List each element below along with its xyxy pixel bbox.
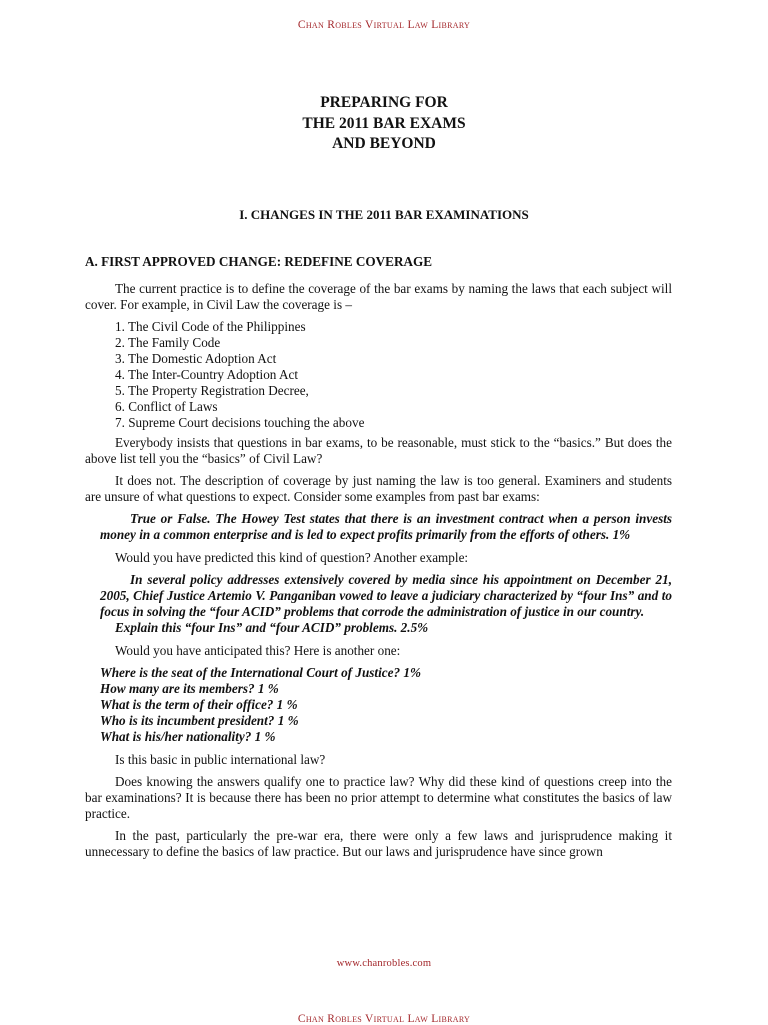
paragraph-3: It does not. The description of coverage by just naming the law is too general. Examiners and students are unsure of what questions to expect. Consider some examples from past bar exams:: [85, 473, 672, 504]
footer-url-link[interactable]: www.chanrobles.com: [336, 958, 432, 969]
paragraph-7: Does knowing the answers qualify one to practice law? Why did these kind of questions creep into the bar examinations? It is because there has been no prior attempt to determine what constitutes the basics of law practice.: [85, 774, 672, 821]
paragraph-4: Would you have predicted this kind of question? Another example:: [115, 550, 469, 565]
exam-question-1-text: True or False. The Howey Test states that there is an investment contract when a person invests money in a common enterprise and is led to expect profits primarily from the efforts of others. 1%: [100, 511, 672, 542]
list-item: 2. The Family Code: [115, 335, 221, 350]
paragraph-8: In the past, particularly the pre-war era, there were only a few laws and jurisprudence making it unnecessary to define the basics of law practice. But our laws and jurisprudence have since grown: [85, 828, 672, 859]
exam-question-1: [100, 511, 672, 543]
list-item: 4. The Inter-Country Adoption Act: [115, 367, 298, 382]
header-library-name: Chan Robles Virtual Law Library: [297, 19, 471, 31]
list-item: How many are its members? 1 %: [100, 681, 279, 696]
coverage-list: [85, 319, 672, 431]
list-item: What is the term of their office? 1 %: [100, 697, 298, 712]
list-item: 6. Conflict of Laws: [115, 399, 218, 414]
list-item: 1. The Civil Code of the Philippines: [115, 319, 306, 334]
list-item: Where is the seat of the International Court of Justice? 1%: [100, 665, 421, 680]
document-title: [0, 93, 768, 155]
list-item: 7. Supreme Court decisions touching the above: [115, 415, 365, 430]
list-item: Who is its incumbent president? 1 %: [100, 713, 299, 728]
paragraph-1: The current practice is to define the coverage of the bar exams by naming the laws that each subject will cover. For example, in Civil Law the coverage is –: [85, 281, 672, 312]
exam-question-3-list: [100, 665, 672, 745]
paragraph-2: Everybody insists that questions in bar exams, to be reasonable, must stick to the “basics.” But does the above list tell you the “basics” of Civil Law?: [85, 435, 672, 466]
list-item: 5. The Property Registration Decree,: [115, 383, 309, 398]
exam-question-2-text: In several policy addresses extensively covered by media since his appointment on December 21, 2005, Chief Justice Artemio V. Panganiban vowed to leave a judiciary characterized by “four Ins” and to focus in solving the “four ACID” problems that corrode the administration of justice in our country.: [100, 572, 672, 619]
list-item: What is his/her nationality? 1 %: [100, 729, 276, 744]
list-item: 3. The Domestic Adoption Act: [115, 351, 277, 366]
exam-question-2-explain: Explain this “four Ins” and “four ACID” problems. 2.5%: [115, 620, 429, 635]
paragraph-6: Is this basic in public international law?: [115, 752, 326, 767]
section-heading: I. CHANGES IN THE 2011 BAR EXAMINATIONS: [239, 207, 529, 222]
paragraph-5: Would you have anticipated this? Here is another one:: [115, 643, 401, 658]
title-line-3: AND BEYOND: [332, 135, 436, 152]
footer-library-name: Chan Robles Virtual Law Library: [297, 1013, 471, 1025]
exam-question-2: [100, 572, 672, 636]
title-line-1: PREPARING FOR: [320, 94, 448, 111]
subheading: A. FIRST APPROVED CHANGE: REDEFINE COVERAGE: [85, 254, 433, 269]
title-line-2: THE 2011 BAR EXAMS: [302, 114, 466, 132]
document-body: [85, 254, 672, 866]
